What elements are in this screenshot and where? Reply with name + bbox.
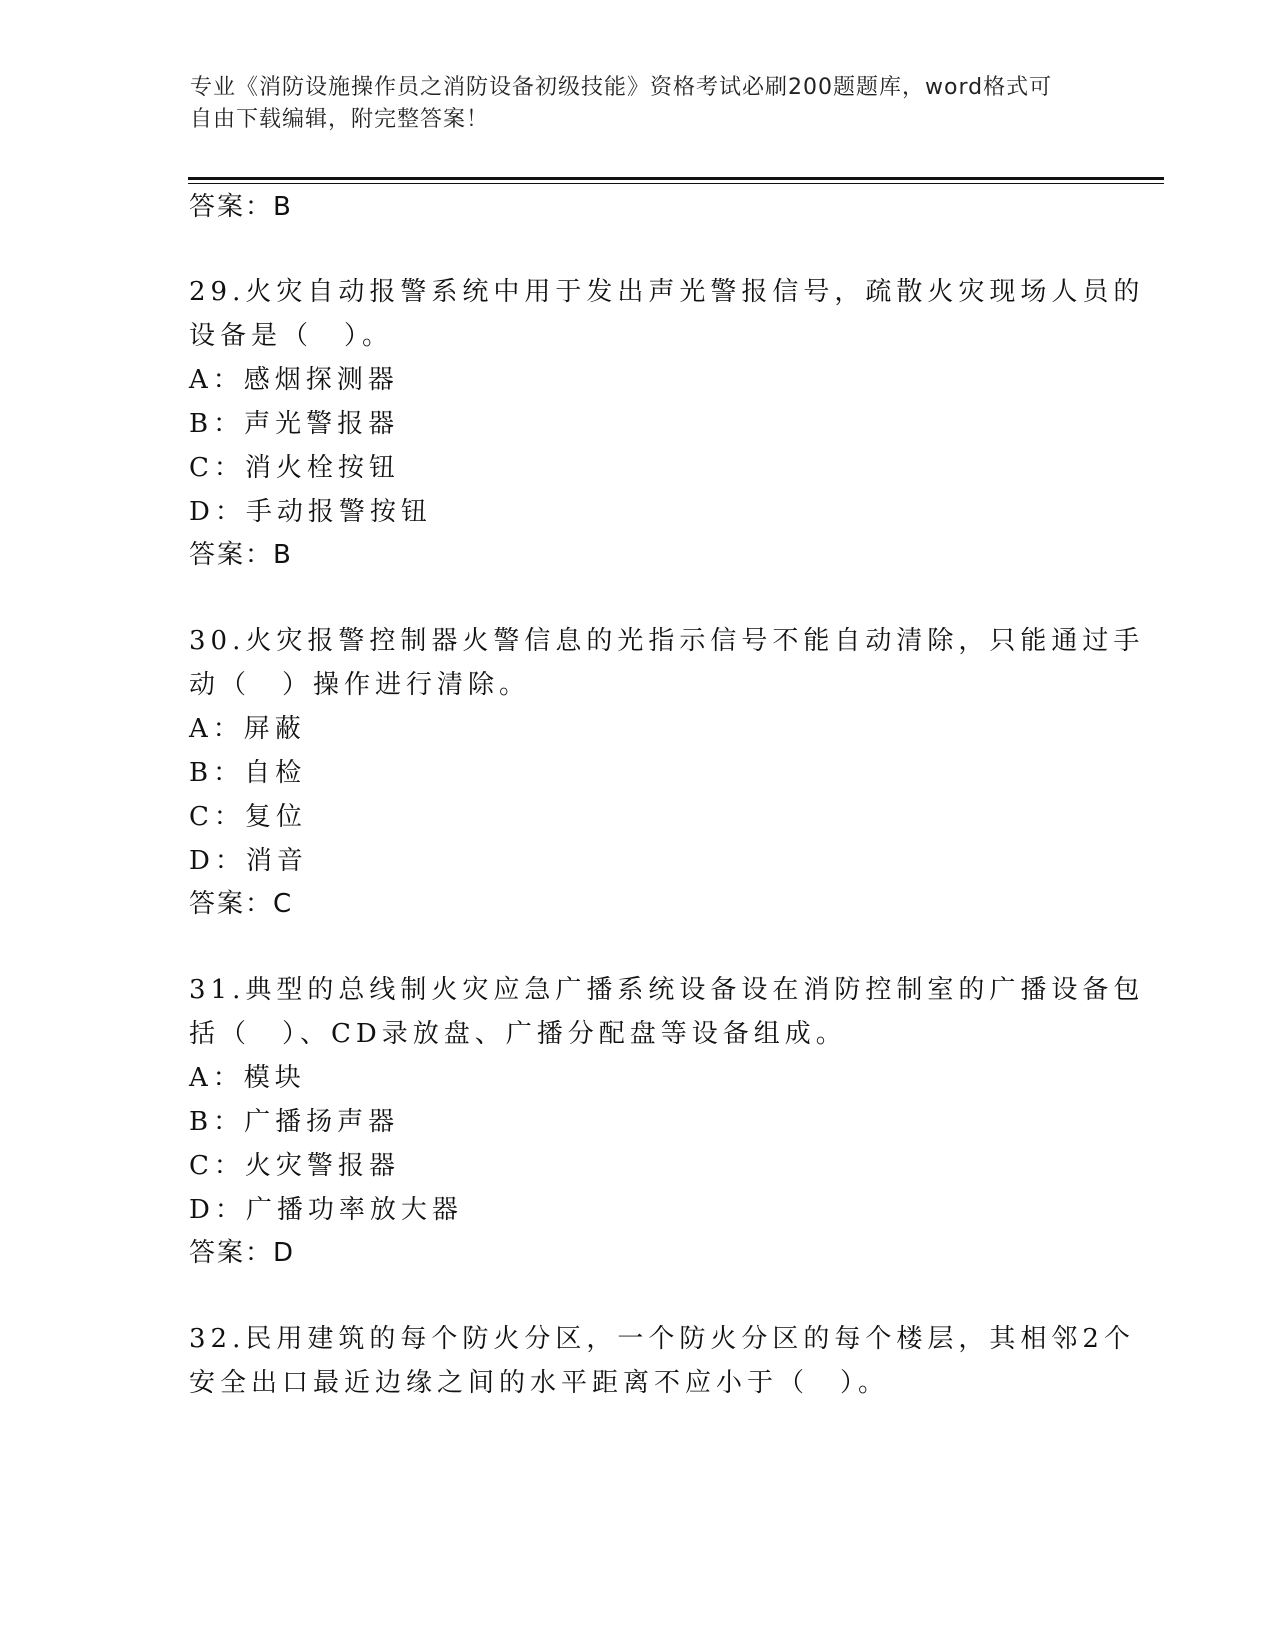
question-29-answer: 答案：B bbox=[189, 540, 293, 570]
answer-q28: 答案：B bbox=[189, 192, 293, 222]
question-29-stem-line2: 设备是（ ）。 bbox=[189, 321, 394, 351]
header-rule-thin bbox=[188, 183, 1164, 184]
question-29-option-c: C：消火栓按钮 bbox=[189, 453, 400, 483]
question-30-answer: 答案：C bbox=[189, 889, 294, 919]
question-30-stem-line2: 动（ ）操作进行清除。 bbox=[189, 670, 531, 700]
document-header: 专业《消防设施操作员之消防设备初级技能》资格考试必刷200题题库，word格式可自由下载编辑，附完整答案！ bbox=[190, 75, 1053, 132]
question-31-option-b: B：广播扬声器 bbox=[189, 1107, 400, 1137]
header-rule-thick bbox=[188, 177, 1164, 180]
question-31-answer: 答案：D bbox=[189, 1238, 296, 1268]
question-32-stem-line2: 安全出口最近边缘之间的水平距离不应小于（ ）。 bbox=[189, 1368, 890, 1398]
question-32-stem-line1: 32.民用建筑的每个防火分区，一个防火分区的每个楼层，其相邻2个 bbox=[189, 1324, 1135, 1354]
question-29-option-d: D：手动报警按钮 bbox=[189, 497, 432, 527]
question-31-stem-line2: 括（ ）、CD录放盘、广播分配盘等设备组成。 bbox=[189, 1019, 847, 1049]
question-30-option-d: D：消音 bbox=[189, 846, 308, 876]
question-31-stem-line1: 31.典型的总线制火灾应急广播系统设备设在消防控制室的广播设备包 bbox=[189, 975, 1145, 1005]
question-31-option-d: D：广播功率放大器 bbox=[189, 1195, 463, 1225]
question-29-option-a: A：感烟探测器 bbox=[189, 365, 399, 395]
question-29-stem-line1: 29.火灾自动报警系统中用于发出声光警报信号，疏散火灾现场人员的 bbox=[189, 277, 1145, 307]
question-31-option-a: A：模块 bbox=[189, 1063, 306, 1093]
question-30-option-a: A：屏蔽 bbox=[189, 714, 306, 744]
question-31-option-c: C：火灾警报器 bbox=[189, 1151, 400, 1181]
question-30-stem-line1: 30.火灾报警控制器火警信息的光指示信号不能自动清除，只能通过手 bbox=[189, 626, 1145, 656]
question-29-option-b: B：声光警报器 bbox=[189, 409, 400, 439]
question-30-option-c: C：复位 bbox=[189, 802, 307, 832]
question-30-option-b: B：自检 bbox=[189, 758, 307, 788]
